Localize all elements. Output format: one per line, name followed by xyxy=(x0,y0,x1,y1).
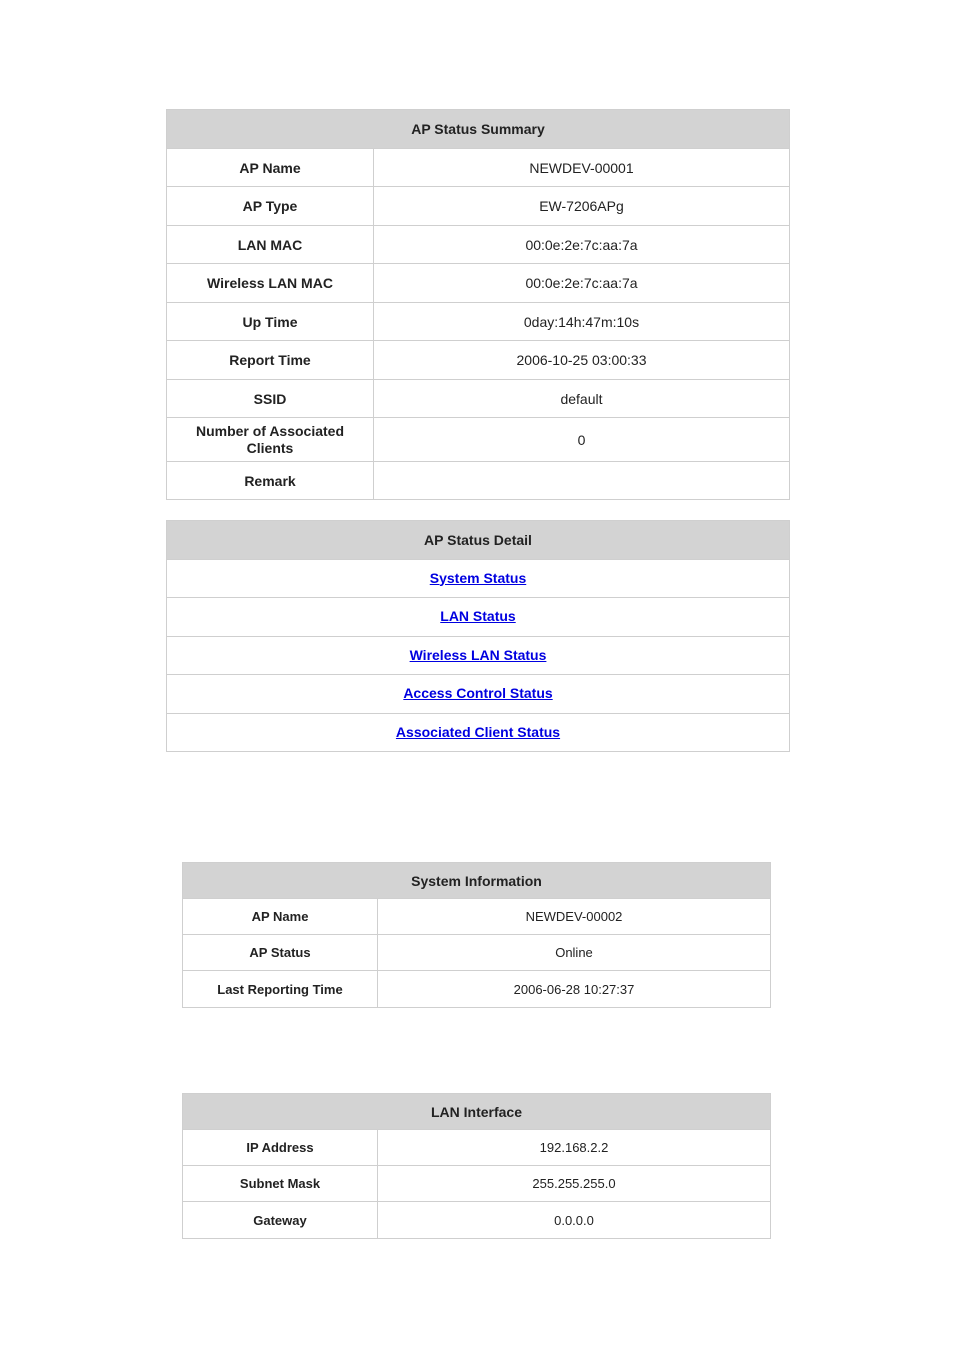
table-row xyxy=(167,380,790,418)
ap-status-detail-table xyxy=(166,520,790,752)
last-reporting-time-value: 2006-06-28 10:27:37 xyxy=(378,971,771,1008)
gateway-label: Gateway xyxy=(183,1202,378,1239)
table-row xyxy=(167,462,790,500)
table-row xyxy=(183,899,771,935)
remark-label: Remark xyxy=(167,462,374,500)
wireless-lan-status-link[interactable]: Wireless LAN Status xyxy=(409,646,547,663)
system-information-title: System Information xyxy=(183,863,771,899)
ap-name-label: AP Name xyxy=(183,899,378,935)
ap-type-label: AP Type xyxy=(167,187,374,226)
report-time-label: Report Time xyxy=(167,341,374,380)
table-row xyxy=(183,1130,771,1166)
table-row xyxy=(167,187,790,226)
table-row xyxy=(167,418,790,462)
ssid-value: default xyxy=(374,380,790,418)
up-time-label: Up Time xyxy=(167,303,374,341)
ip-address-value: 192.168.2.2 xyxy=(378,1130,771,1166)
lan-mac-label: LAN MAC xyxy=(167,226,374,264)
table-row xyxy=(167,149,790,187)
system-information-table xyxy=(182,862,771,1008)
table-row xyxy=(167,226,790,264)
ap-type-value: EW-7206APg xyxy=(374,187,790,226)
table-row xyxy=(183,1166,771,1202)
ap-name-value: NEWDEV-00002 xyxy=(378,899,771,935)
last-reporting-time-label: Last Reporting Time xyxy=(183,971,378,1008)
ap-status-summary-title: AP Status Summary xyxy=(167,110,790,149)
table-row xyxy=(183,971,771,1008)
ap-status-detail-title: AP Status Detail xyxy=(167,521,790,560)
gateway-value: 0.0.0.0 xyxy=(378,1202,771,1239)
ip-address-label: IP Address xyxy=(183,1130,378,1166)
ap-name-value: NEWDEV-00001 xyxy=(374,149,790,187)
wireless-lan-mac-value: 00:0e:2e:7c:aa:7a xyxy=(374,264,790,303)
lan-interface-title: LAN Interface xyxy=(183,1094,771,1130)
table-row xyxy=(167,264,790,303)
up-time-value: 0day:14h:47m:10s xyxy=(374,303,790,341)
ap-status-value: Online xyxy=(378,935,771,971)
ap-name-label: AP Name xyxy=(167,149,374,187)
system-status-link[interactable]: System Status xyxy=(429,569,527,586)
associated-clients-label: Number of Associated Clients xyxy=(167,418,374,462)
ap-status-summary-table xyxy=(166,109,790,500)
remark-value xyxy=(374,462,790,500)
subnet-mask-label: Subnet Mask xyxy=(183,1166,378,1202)
report-time-value: 2006-10-25 03:00:33 xyxy=(374,341,790,380)
lan-status-link[interactable]: LAN Status xyxy=(440,608,516,624)
lan-interface-table xyxy=(182,1093,771,1239)
subnet-mask-value: 255.255.255.0 xyxy=(378,1166,771,1202)
lan-mac-value: 00:0e:2e:7c:aa:7a xyxy=(374,226,790,264)
wireless-lan-mac-label: Wireless LAN MAC xyxy=(167,264,374,303)
ap-status-label: AP Status xyxy=(183,935,378,971)
table-row xyxy=(167,341,790,380)
associated-client-status-link[interactable]: Associated Client Status xyxy=(395,723,561,740)
table-row xyxy=(183,935,771,971)
table-row xyxy=(167,303,790,341)
associated-clients-value: 0 xyxy=(374,418,790,462)
ssid-label: SSID xyxy=(167,380,374,418)
access-control-status-link[interactable]: Access Control Status xyxy=(403,685,553,701)
table-row xyxy=(183,1202,771,1239)
